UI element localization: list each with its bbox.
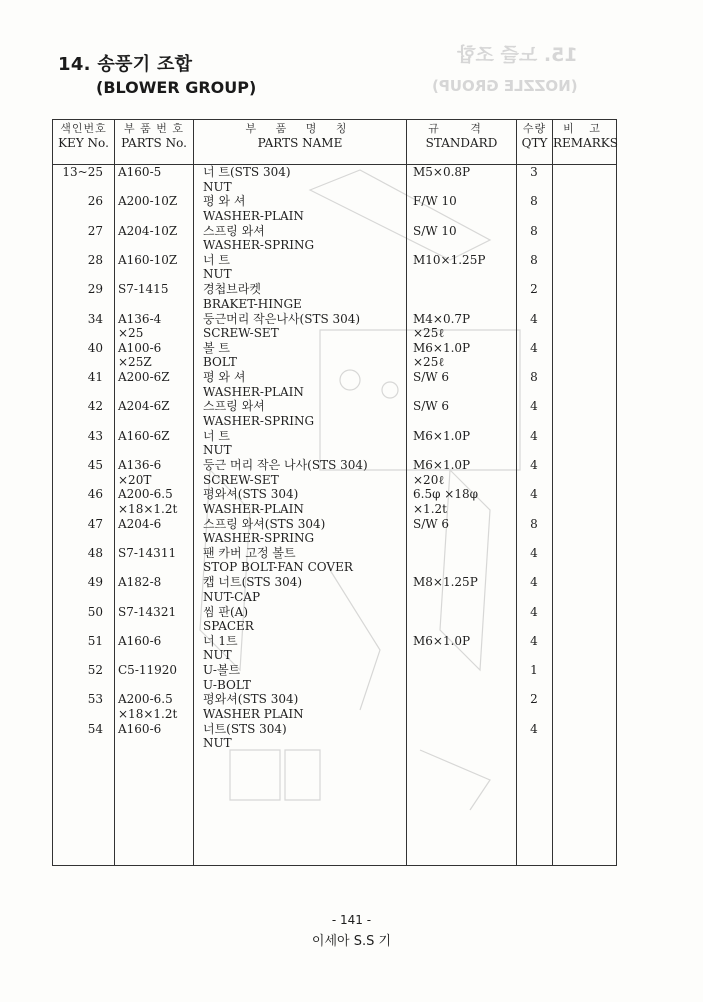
part-number-line: A200-6.5 xyxy=(118,692,173,707)
part-name-line: 씸 판(A) xyxy=(203,604,249,619)
part-name-line: SPACER xyxy=(203,619,254,633)
quantity: 2 xyxy=(530,282,538,297)
key-number: 46 xyxy=(87,487,103,502)
part-name-cell xyxy=(203,253,232,282)
part-number-line: A136-4 xyxy=(118,311,162,326)
part-number-cell xyxy=(118,487,177,516)
key-number-cell xyxy=(53,282,103,297)
standard-line: S/W 6 xyxy=(413,370,450,385)
quantity-cell xyxy=(526,575,542,590)
standard-cell xyxy=(413,165,470,180)
part-name-line: NUT-CAP xyxy=(203,589,261,604)
part-name-cell xyxy=(203,634,238,663)
key-number: 34 xyxy=(87,311,103,326)
quantity: 8 xyxy=(530,252,538,267)
part-number-line: ×25Z xyxy=(118,355,152,370)
standard-line: M6×1.0P xyxy=(413,458,471,472)
part-number-line: A160-10Z xyxy=(118,252,178,267)
standard-line: M6×1.0P xyxy=(413,428,471,443)
key-number-cell xyxy=(53,341,103,356)
key-number-cell xyxy=(53,458,103,473)
bleed-through-heading xyxy=(432,40,578,95)
part-name-cell xyxy=(203,194,304,223)
part-name-line: NUT xyxy=(203,736,232,751)
key-number: 47 xyxy=(87,516,103,531)
standard-line: ×1.2t xyxy=(413,501,447,516)
part-name-line: 캡 너트(STS 304) xyxy=(203,575,303,590)
part-name-cell xyxy=(203,605,254,634)
quantity-cell xyxy=(526,546,542,561)
part-name-line: 둥근머리 작은나사(STS 304) xyxy=(203,311,361,326)
part-number-line: S7-1415 xyxy=(118,282,169,297)
quantity-cell xyxy=(526,517,542,532)
title-korean: 14. 송풍기 조합 xyxy=(58,54,193,75)
standard-line: M10×1.25P xyxy=(413,252,486,267)
standard-cell xyxy=(413,194,457,209)
part-name-line: U-BOLT xyxy=(203,677,251,692)
part-name-cell xyxy=(203,399,314,428)
part-name-cell xyxy=(203,692,304,721)
key-number: 27 xyxy=(87,223,103,238)
quantity: 4 xyxy=(530,340,538,355)
standard-cell xyxy=(413,634,470,649)
quantity-cell xyxy=(526,224,542,239)
part-name-line: 팬 카버 고정 볼트 xyxy=(203,545,296,560)
part-number-cell xyxy=(118,341,161,370)
part-number-line: A204-6 xyxy=(118,516,162,531)
part-number-cell xyxy=(118,575,161,590)
part-name-cell xyxy=(203,282,302,311)
quantity: 8 xyxy=(530,516,538,531)
title-english: (BLOWER GROUP) xyxy=(96,78,257,97)
quantity: 8 xyxy=(530,370,538,385)
part-number-cell xyxy=(118,370,170,385)
standard-cell xyxy=(413,224,457,239)
quantity: 2 xyxy=(530,692,538,707)
standard-line: M8×1.25P xyxy=(413,575,478,590)
key-number: 13~25 xyxy=(62,165,103,179)
standard-line: ×25ℓ xyxy=(413,326,445,340)
quantity-cell xyxy=(526,253,542,268)
part-name-cell xyxy=(203,370,304,399)
part-number-cell xyxy=(118,165,161,180)
standard-cell xyxy=(413,517,449,532)
part-number-cell xyxy=(118,722,161,737)
part-name-line: 평 와 셔 xyxy=(203,194,246,209)
part-name-line: 스프링 와셔 xyxy=(203,399,265,414)
key-number-cell xyxy=(53,194,103,209)
quantity: 4 xyxy=(530,428,538,443)
part-name-line: 너트(STS 304) xyxy=(203,721,287,736)
part-number-line: A100-6 xyxy=(118,340,162,355)
standard-line: S/W 6 xyxy=(413,516,450,531)
part-number-line: A204-6Z xyxy=(118,399,170,414)
quantity-cell xyxy=(526,429,542,444)
page-number: - 141 - xyxy=(331,913,372,927)
key-number-cell xyxy=(53,605,103,620)
quantity-cell xyxy=(526,692,542,707)
quantity: 4 xyxy=(530,487,538,502)
part-name-cell xyxy=(203,429,232,458)
part-name-line: WASHER-PLAIN xyxy=(203,501,304,516)
part-number-line: A136-6 xyxy=(118,458,162,472)
header-qty: 수량 QTY xyxy=(521,122,548,150)
parts-table xyxy=(52,119,617,866)
quantity: 8 xyxy=(530,194,538,209)
quantity: 4 xyxy=(530,575,538,590)
standard-cell xyxy=(413,487,478,516)
part-number-cell xyxy=(118,282,168,297)
part-number-line: A160-6 xyxy=(118,633,162,648)
standard-line: S/W 10 xyxy=(413,223,457,238)
part-number-cell xyxy=(118,253,177,268)
key-number-cell xyxy=(53,399,103,414)
key-number: 51 xyxy=(87,633,103,648)
quantity-cell xyxy=(526,458,542,473)
part-name-line: 평 와 셔 xyxy=(203,370,246,385)
part-number-line: A200-6.5 xyxy=(118,487,173,502)
key-number-cell xyxy=(53,370,103,385)
part-name-line: 스프링 와셔(STS 304) xyxy=(203,516,326,531)
standard-line: ×25ℓ xyxy=(413,355,445,370)
part-name-line: 평와셔(STS 304) xyxy=(203,487,299,502)
part-number-line: ×18×1.2t xyxy=(118,501,178,516)
quantity-cell xyxy=(526,722,542,737)
footer-brand: 이세아 S.S 기 xyxy=(311,934,392,949)
standard-line: F/W 10 xyxy=(413,194,457,209)
part-name-line: 스프링 와셔 xyxy=(203,223,265,238)
part-number-line: ×25 xyxy=(118,326,144,340)
part-name-cell xyxy=(203,722,287,751)
part-name-line: WASHER-PLAIN xyxy=(203,208,304,223)
header-standard: 규 격 STANDARD xyxy=(425,122,498,150)
part-name-line: SCREW-SET xyxy=(203,326,279,340)
standard-cell xyxy=(413,575,478,590)
part-name-line: NUT xyxy=(203,648,232,663)
part-number-line: S7-14311 xyxy=(118,545,177,560)
part-name-line: WASHER-SPRING xyxy=(203,238,315,253)
key-number-cell xyxy=(53,575,103,590)
standard-line: 6.5φ ×18φ xyxy=(413,487,479,502)
part-name-line: 경첩브라켓 xyxy=(203,282,261,297)
standard-cell xyxy=(413,458,470,487)
quantity: 4 xyxy=(530,458,538,472)
part-number-cell xyxy=(118,605,176,620)
key-number: 45 xyxy=(87,458,103,472)
key-number: 41 xyxy=(87,370,103,385)
page-title xyxy=(58,50,256,97)
quantity: 4 xyxy=(530,545,538,560)
part-name-line: WASHER PLAIN xyxy=(203,706,304,721)
part-name-line: 너 트(STS 304) xyxy=(203,165,291,179)
part-number-cell xyxy=(118,399,170,414)
part-number-cell xyxy=(118,458,161,487)
part-name-line: STOP BOLT-FAN COVER xyxy=(203,560,353,575)
part-number-line: A200-10Z xyxy=(118,194,178,209)
part-number-line: A182-8 xyxy=(118,575,162,590)
part-name-line: U-볼트 xyxy=(203,663,241,678)
standard-line: M6×1.0P xyxy=(413,340,471,355)
quantity-cell xyxy=(526,194,542,209)
quantity-cell xyxy=(526,312,542,327)
standard-line: ×20ℓ xyxy=(413,472,445,487)
quantity: 4 xyxy=(530,399,538,414)
part-name-cell xyxy=(203,165,291,194)
quantity-cell xyxy=(526,634,542,649)
standard-cell xyxy=(413,429,470,444)
part-name-line: NUT xyxy=(203,267,232,282)
part-number-line: S7-14321 xyxy=(118,604,177,619)
part-name-line: 너 1트 xyxy=(203,633,238,648)
key-number: 40 xyxy=(87,340,103,355)
key-number: 42 xyxy=(87,399,103,414)
part-name-cell xyxy=(203,224,314,253)
part-name-line: NUT xyxy=(203,179,232,194)
part-name-cell xyxy=(203,575,302,604)
part-name-line: NUT xyxy=(203,443,232,458)
standard-cell xyxy=(413,399,449,414)
part-number-cell xyxy=(118,546,176,561)
key-number: 48 xyxy=(87,545,103,560)
part-number-cell xyxy=(118,194,177,209)
part-number-line: A200-6Z xyxy=(118,370,170,385)
part-number-line: ×20T xyxy=(118,472,152,487)
key-number-cell xyxy=(53,634,103,649)
standard-line: M6×1.0P xyxy=(413,633,471,648)
standard-cell xyxy=(413,341,470,370)
key-number-cell xyxy=(53,692,103,707)
part-number-line: ×18×1.2t xyxy=(118,706,178,721)
part-name-line: SCREW-SET xyxy=(203,472,279,487)
part-number-line: A160-5 xyxy=(118,165,162,179)
key-number-cell xyxy=(53,517,103,532)
part-name-line: BRAKET-HINGE xyxy=(203,296,302,311)
part-number-cell xyxy=(118,224,177,239)
bleed-through-subtitle: (NOZZLE GROUP) xyxy=(432,77,578,95)
part-name-line: 둥근 머리 작은 나사(STS 304) xyxy=(203,458,368,472)
quantity-cell xyxy=(526,370,542,385)
part-name-line: WASHER-SPRING xyxy=(203,531,315,546)
quantity-cell xyxy=(526,663,542,678)
quantity: 1 xyxy=(530,663,538,678)
quantity: 3 xyxy=(530,165,538,179)
standard-cell xyxy=(413,253,485,268)
standard-line: S/W 6 xyxy=(413,399,450,414)
key-number-cell xyxy=(53,663,103,678)
quantity: 8 xyxy=(530,223,538,238)
quantity-cell xyxy=(526,282,542,297)
quantity-cell xyxy=(526,487,542,502)
part-number-cell xyxy=(118,517,161,532)
key-number-cell xyxy=(53,429,103,444)
key-number-cell xyxy=(53,253,103,268)
part-name-cell xyxy=(203,546,353,575)
header-key: 색인번호 KEY No. xyxy=(58,122,109,150)
part-number-cell xyxy=(118,692,177,721)
part-number-line: A204-10Z xyxy=(118,223,178,238)
part-name-cell xyxy=(203,517,325,546)
part-name-cell xyxy=(203,663,251,692)
part-number-cell xyxy=(118,634,161,649)
part-name-line: WASHER-SPRING xyxy=(203,413,315,428)
header-remarks: 비 고 REMARKS xyxy=(553,122,618,150)
part-name-cell xyxy=(203,341,237,370)
part-name-line: 너 트 xyxy=(203,428,230,443)
key-number: 54 xyxy=(87,721,103,736)
quantity: 4 xyxy=(530,633,538,648)
key-number: 43 xyxy=(87,428,103,443)
part-name-line: 평와셔(STS 304) xyxy=(203,692,299,707)
part-number-cell xyxy=(118,429,170,444)
header-part-name: 부 품 명 칭 PARTS NAME xyxy=(245,122,355,150)
part-number-line: A160-6Z xyxy=(118,428,170,443)
key-number-cell xyxy=(53,224,103,239)
quantity-cell xyxy=(526,341,542,356)
key-number: 53 xyxy=(87,692,103,707)
part-name-cell xyxy=(203,487,304,516)
key-number: 52 xyxy=(87,663,103,678)
part-name-line: 볼 트 xyxy=(203,340,230,355)
key-number: 49 xyxy=(87,575,103,590)
quantity: 4 xyxy=(530,721,538,736)
part-name-line: WASHER-PLAIN xyxy=(203,384,304,399)
part-number-cell xyxy=(118,312,161,341)
key-number: 50 xyxy=(87,604,103,619)
standard-cell xyxy=(413,312,470,341)
quantity-cell xyxy=(526,165,542,180)
key-number-cell xyxy=(53,546,103,561)
quantity: 4 xyxy=(530,311,538,326)
header-part-no: 부 품 번 호 PARTS No. xyxy=(121,122,187,150)
standard-cell xyxy=(413,370,449,385)
standard-line: M5×0.8P xyxy=(413,165,471,179)
key-number-cell xyxy=(53,722,103,737)
part-name-line: BOLT xyxy=(203,355,237,370)
key-number: 29 xyxy=(87,282,103,297)
part-name-line: 너 트 xyxy=(203,252,230,267)
key-number: 28 xyxy=(87,252,103,267)
part-name-cell xyxy=(203,312,360,341)
part-name-cell xyxy=(203,458,368,487)
quantity-cell xyxy=(526,605,542,620)
part-number-line: C5-11920 xyxy=(118,663,178,678)
key-number: 26 xyxy=(87,194,103,209)
key-number-cell xyxy=(53,487,103,502)
quantity-cell xyxy=(526,399,542,414)
part-number-cell xyxy=(118,663,177,678)
key-number-cell xyxy=(53,165,103,180)
part-number-line: A160-6 xyxy=(118,721,162,736)
standard-line: M4×0.7P xyxy=(413,311,471,326)
key-number-cell xyxy=(53,312,103,327)
bleed-through-title: 15. 노즐 조합 xyxy=(457,44,578,66)
quantity: 4 xyxy=(530,604,538,619)
